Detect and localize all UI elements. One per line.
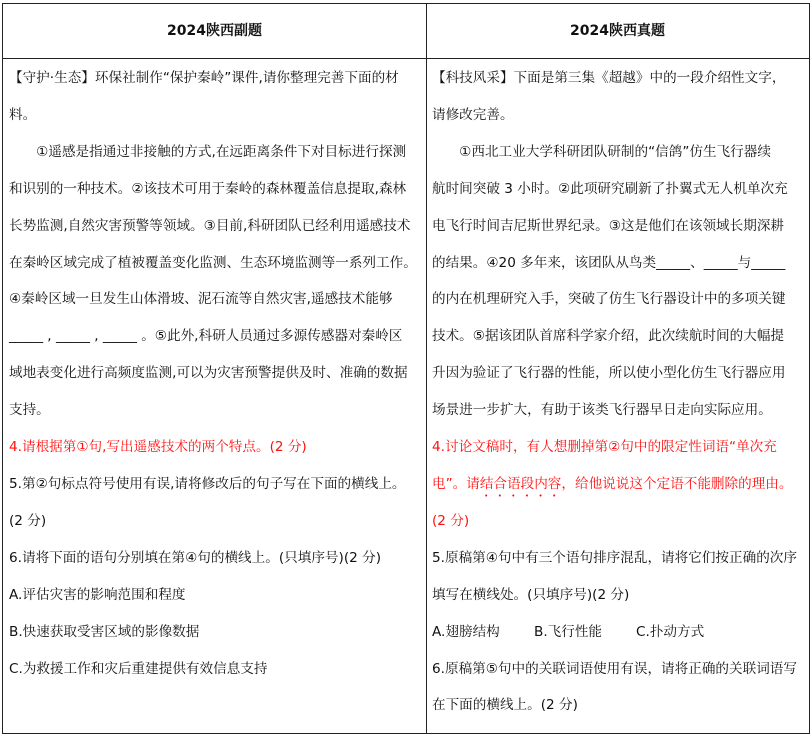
passage-line: 在秦岭区域完成了植被覆盖变化监测、生态环境监测等一系列工作。 <box>9 254 417 271</box>
passage-line: 长势监测,自然灾害预警等领域。③目前,科研团队已经利用遥感技术 <box>9 217 411 234</box>
left-column <box>9 60 419 687</box>
passage-line: 的内在机理研究入手，突破了仿生飞行器设计中的多项关键 <box>432 291 786 308</box>
passage-line: 【科技风采】下面是第三集《超越》中的一段介绍性文字， <box>432 70 786 86</box>
question-4-text: 电”。请 <box>432 475 480 492</box>
right-column-title: 2024陕西真题 <box>570 23 665 39</box>
passage-line: 技术。⑤据该团队首席科学家介绍，此次续航时间的大幅提 <box>432 328 785 345</box>
question-4-line2 <box>432 466 806 503</box>
column-divider <box>426 4 427 733</box>
question-5: 5.第②句标点符号使用有误,请将修改后的句子写在下面的横线上。 <box>9 475 406 492</box>
passage-line: 和识别的一种技术。②该技术可用于秦岭的森林覆盖信息提取,森林 <box>9 180 407 197</box>
option-c: C.为救援工作和灾后重建提供有效信息支持 <box>9 660 268 677</box>
question-5-score: (2 分) <box>9 512 47 529</box>
passage-line: ①遥感是指通过非接触的方式,在远距离条件下对目标进行探测 <box>9 143 407 160</box>
passage-line: 升因为验证了飞行器的性能，所以使小型化仿生飞行器应用 <box>432 365 786 382</box>
right-column <box>432 60 806 724</box>
passage-line: ①西北工业大学科研团队研制的“信鸽”仿生飞行器续 <box>432 143 771 160</box>
option-b: B.飞行性能 <box>534 623 603 640</box>
question-4: 4.讨论文稿时，有人想删掉第②句中的限定性词语“单次充 <box>432 439 777 456</box>
question-6-line2: 在下面的横线上。(2 分) <box>432 697 578 714</box>
options-row <box>432 614 806 651</box>
passage-line: 料。 <box>9 106 37 123</box>
question-4: 4.请根据第①句,写出遥感技术的两个特点。(2 分) <box>9 439 307 456</box>
passage-line: _____ , _____ , _____ 。⑤此外,科研人员通过多源传感器对秦岭区 <box>9 328 403 345</box>
passage-line: 【守护·生态】环保社制作“保护秦岭”课件,请你整理完善下面的材 <box>9 70 399 86</box>
option-c: C.扑动方式 <box>636 623 705 640</box>
passage-line: 电飞行时间吉尼斯世界纪录。③这是他们在该领域长期深耕 <box>432 217 785 234</box>
passage-line: 域地表变化进行高频度监测,可以为灾害预警提供及时、准确的数据 <box>9 365 408 382</box>
passage-line: 航时间突破 3 小时。②此项研究刷新了扑翼式无人机单次充 <box>432 180 788 197</box>
emphasized-phrase: 结合语段内容 <box>479 475 562 492</box>
option-a: A.评估灾害的影响范围和程度 <box>9 586 186 603</box>
question-4-score: (2 分) <box>432 512 470 529</box>
question-4-text: ，给他说说这个定语不能删除的理由。 <box>561 475 793 492</box>
passage-line: 的结果。④20 多年来，该团队从鸟类_____、_____与_____ <box>432 254 786 271</box>
left-column-title: 2024陕西副题 <box>167 23 262 39</box>
option-a: A.翅膀结构 <box>432 623 500 640</box>
option-b: B.快速获取受害区域的影像数据 <box>9 623 200 640</box>
passage-line: 请修改完善。 <box>432 106 514 123</box>
question-5-line2: 填写在横线处。(只填序号)(2 分) <box>432 586 630 603</box>
question-6: 6.原稿第⑤句中的关联词语使用有误，请将正确的关联词语写 <box>432 660 797 677</box>
passage-line: ④秦岭区域一旦发生山体滑坡、泥石流等自然灾害,遥感技术能够 <box>9 291 393 308</box>
header-divider <box>3 58 809 59</box>
passage-line: 场景进一步扩大，有助于该类飞行器早日走向实际应用。 <box>432 402 772 419</box>
question-6: 6.请将下面的语句分别填在第④句的横线上。(只填序号)(2 分) <box>9 549 381 566</box>
question-5: 5.原稿第④句中有三个语句排序混乱，请将它们按正确的次序 <box>432 549 797 566</box>
passage-line: 支持。 <box>9 402 50 419</box>
